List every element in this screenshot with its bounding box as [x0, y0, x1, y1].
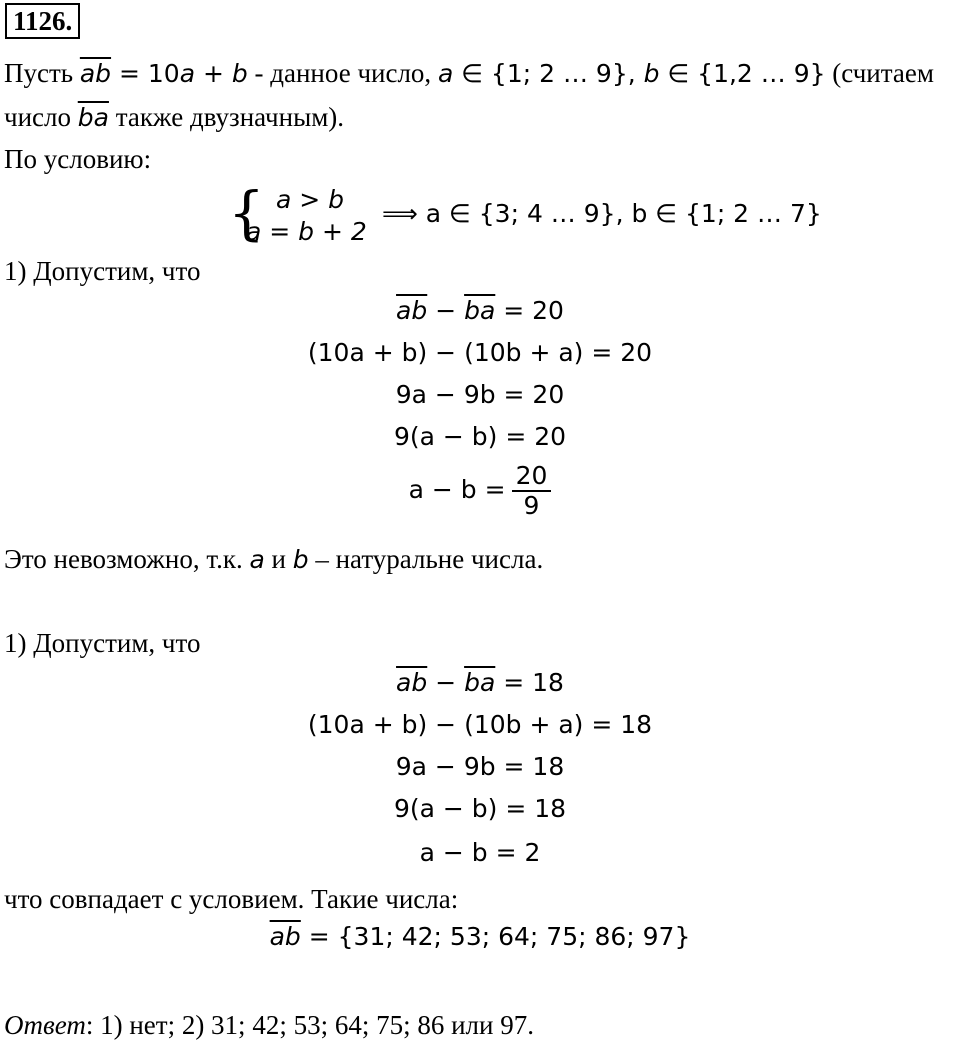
set-b: ∈ {1,2 … 9} [659, 59, 826, 88]
case1-eq-1-rhs: = 20 [495, 296, 564, 325]
number-ba: $\overline{ba}$ [464, 296, 496, 325]
system-brace: { [228, 179, 265, 247]
minus-sign: − [427, 296, 465, 325]
case1-eq-4: 9(a − b) = 20 [393, 422, 567, 451]
case2-eq-2: (10a + b) − (10b + a) = 18 [307, 710, 653, 739]
var-b: b [231, 59, 248, 88]
fraction-denominator: 9 [523, 491, 540, 520]
intro-eq: = 10 [111, 59, 180, 88]
intro-text-two-digit: также двузначным). [108, 102, 345, 132]
case1-eq-1 [0, 296, 960, 325]
case1-eq-3: 9a − 9b = 20 [395, 380, 565, 409]
intro-text-number: число [4, 102, 78, 132]
var-a: a [437, 59, 454, 88]
condition-label: По условию: [4, 144, 152, 174]
case2-eq-4: 9(a − b) = 18 [393, 794, 567, 823]
number-ab: $\overline{ab}$ [396, 296, 428, 325]
intro-line-1 [4, 56, 934, 91]
case1-eq-5-lhs: a − b = [408, 475, 506, 504]
system-eq-2: a = b + 2 [246, 217, 367, 246]
case1-conclusion: Это невозможно, т.к. a и b – натуральне числа. [4, 544, 544, 574]
number-ba: $\overline{ba}$ [77, 103, 109, 132]
set-a: ∈ {1; 2 … 9}, [453, 59, 644, 88]
case2-conclusion: что совпадает с условием. Такие числа: [4, 884, 459, 914]
answer [4, 1008, 534, 1042]
number-ab: $\overline{ab}$ [79, 59, 112, 88]
case2-numbers-rhs: = {31; 42; 53; 64; 75; 86; 97} [300, 922, 691, 951]
case1-eq-2: (10a + b) − (10b + a) = 20 [307, 338, 653, 367]
case1-label: 1) Допустим, что [4, 256, 201, 286]
case2-numbers [0, 922, 960, 951]
case2-eq-1-rhs: = 18 [495, 668, 564, 697]
fraction-numerator: 20 [512, 462, 552, 492]
system-eq-1: a > b [276, 185, 345, 214]
intro-text-let: Пусть [4, 58, 80, 88]
system-result: ⟹ a ∈ {3; 4 … 9}, b ∈ {1; 2 … 7} [382, 199, 822, 228]
case2-eq-5: a − b = 2 [419, 838, 541, 867]
case2-eq-1 [0, 668, 960, 697]
intro-line-2 [4, 100, 344, 135]
number-ba: $\overline{ba}$ [464, 668, 496, 697]
case1-eq-5 [0, 462, 960, 520]
number-ab: $\overline{ab}$ [269, 922, 301, 951]
case2-label: 1) Допустим, что [4, 628, 201, 658]
case2-eq-3: 9a − 9b = 18 [395, 752, 565, 781]
intro-text-consider: (считаем [825, 58, 934, 88]
intro-text-given: - данное число, [247, 58, 438, 88]
var-a: a [179, 59, 196, 88]
number-ab: $\overline{ab}$ [396, 668, 428, 697]
minus-sign: − [427, 668, 465, 697]
plus-sign: + [195, 59, 232, 88]
answer-label: Ответ [4, 1010, 86, 1040]
problem-number: 1126. [5, 3, 80, 39]
fraction [512, 462, 552, 520]
answer-text: : 1) нет; 2) 31; 42; 53; 64; 75; 86 или 97. [85, 1010, 534, 1040]
var-b: b [643, 59, 660, 88]
